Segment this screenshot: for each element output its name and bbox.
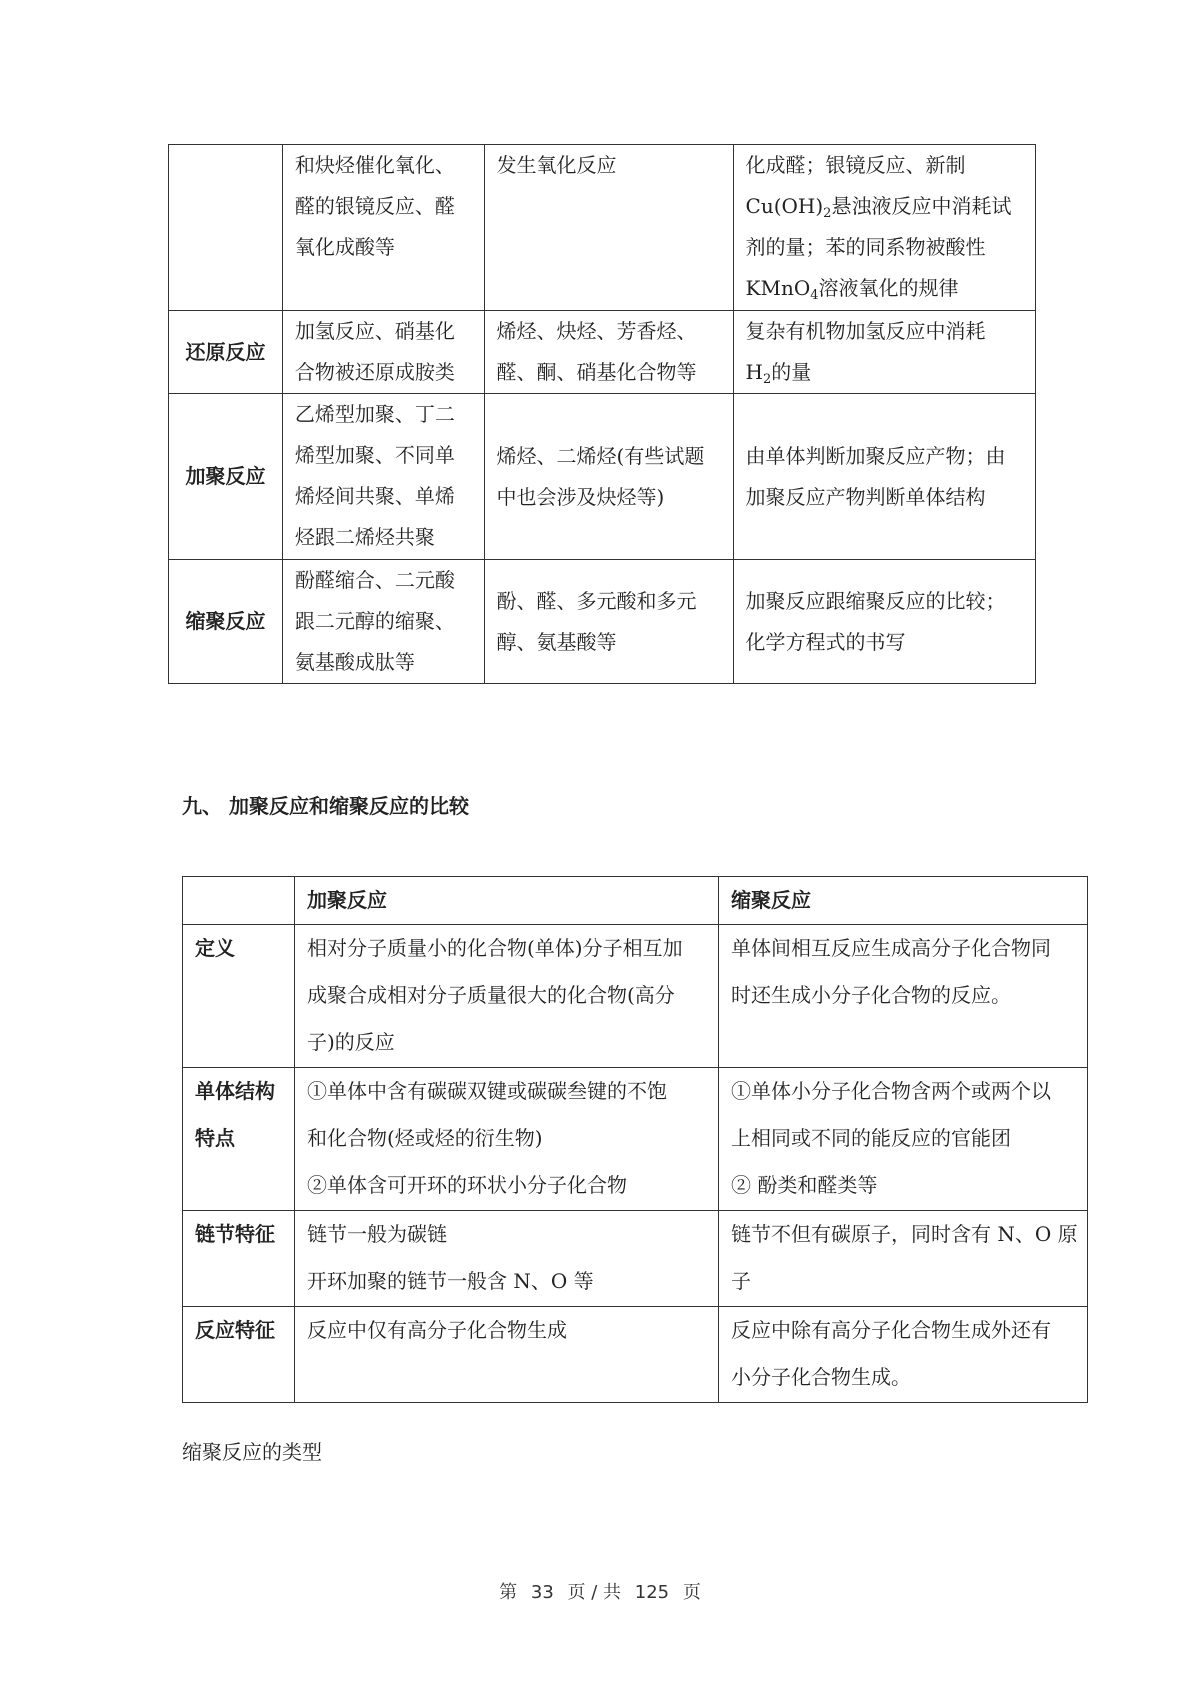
header-cell [183, 877, 295, 925]
table-cell: 相对分子质量小的化合物(单体)分子相互加 成聚合成相对分子质量很大的化合物(高分 子)的反应 [295, 925, 719, 1068]
row-label: 单体结构 特点 [183, 1068, 295, 1211]
comparison-table [182, 876, 1088, 1403]
table-cell: 乙烯型加聚、丁二 烯型加聚、不同单 烯烃间共聚、单烯 烃跟二烯烃共聚 [282, 394, 484, 560]
table-cell: 由单体判断加聚反应产物；由 加聚反应产物判断单体结构 [733, 394, 1035, 560]
table-row [183, 925, 1088, 1068]
row-label: 反应特征 [183, 1307, 295, 1403]
table-cell: 反应中仅有高分子化合物生成 [295, 1307, 719, 1403]
table-cell: 和炔烃催化氧化、 醛的银镜反应、醛 氧化成酸等 [282, 145, 484, 311]
table-cell: 链节不但有碳原子，同时含有 N、O 原 子 [719, 1211, 1088, 1307]
table-cell: 酚、醛、多元酸和多元 醇、氨基酸等 [484, 560, 733, 684]
row-label: 定义 [183, 925, 295, 1068]
table-row [169, 311, 1036, 394]
header-cell-addition: 加聚反应 [295, 877, 719, 925]
table-row [183, 1307, 1088, 1403]
footer-suffix: 页 [682, 1582, 701, 1603]
row-label: 加聚反应 [169, 394, 283, 560]
table-cell: ①单体中含有碳碳双键或碳碳叁键的不饱 和化合物(烃或烃的衍生物) ②单体含可开环的环状小分子化合物 [295, 1068, 719, 1211]
table-cell: 发生氧化反应 [484, 145, 733, 311]
table-cell: 复杂有机物加氢反应中消耗 $H_2$的量 [733, 311, 1035, 394]
table-cell: ①单体小分子化合物含两个或两个以 上相同或不同的能反应的官能团 ② 酚类和醛类等 [719, 1068, 1088, 1211]
reaction-type-table [168, 144, 1036, 684]
table-cell: 烯烃、炔烃、芳香烃、 醛、酮、硝基化合物等 [484, 311, 733, 394]
table-header-row [183, 877, 1088, 925]
row-label: 链节特征 [183, 1211, 295, 1307]
total-pages: 125 [634, 1582, 670, 1603]
table-cell: 烯烃、二烯烃(有些试题 中也会涉及炔烃等) [484, 394, 733, 560]
table-row [183, 1211, 1088, 1307]
page-number: 33 [530, 1582, 554, 1603]
row-label: 还原反应 [169, 311, 283, 394]
table-cell: 单体间相互反应生成高分子化合物同 时还生成小分子化合物的反应。 [719, 925, 1088, 1068]
subsection-label: 缩聚反应的类型 [182, 1440, 322, 1464]
table-cell: 酚醛缩合、二元酸 跟二元醇的缩聚、 氨基酸成肽等 [282, 560, 484, 684]
table-row [169, 394, 1036, 560]
table-cell: 化成醛；银镜反应、新制 $Cu(OH)_2$悬浊液反应中消耗试 剂的量；苯的同系物被酸性 KMnO$_4$溶液氧化的规律 [733, 145, 1035, 311]
table-row [183, 1068, 1088, 1211]
footer-prefix: 第 [499, 1582, 518, 1603]
table-cell: 加聚反应跟缩聚反应的比较； 化学方程式的书写 [733, 560, 1035, 684]
header-cell-condensation: 缩聚反应 [719, 877, 1088, 925]
table-row [169, 560, 1036, 684]
row-label [169, 145, 283, 311]
row-label: 缩聚反应 [169, 560, 283, 684]
table-cell: 链节一般为碳链 开环加聚的链节一般含 N、O 等 [295, 1211, 719, 1307]
section-heading: 九、 加聚反应和缩聚反应的比较 [182, 794, 469, 818]
table-row [169, 145, 1036, 311]
footer-mid: 页 / 共 [567, 1582, 622, 1603]
table-cell: 反应中除有高分子化合物生成外还有 小分子化合物生成。 [719, 1307, 1088, 1403]
page-footer [0, 1578, 1200, 1604]
table-cell: 加氢反应、硝基化 合物被还原成胺类 [282, 311, 484, 394]
